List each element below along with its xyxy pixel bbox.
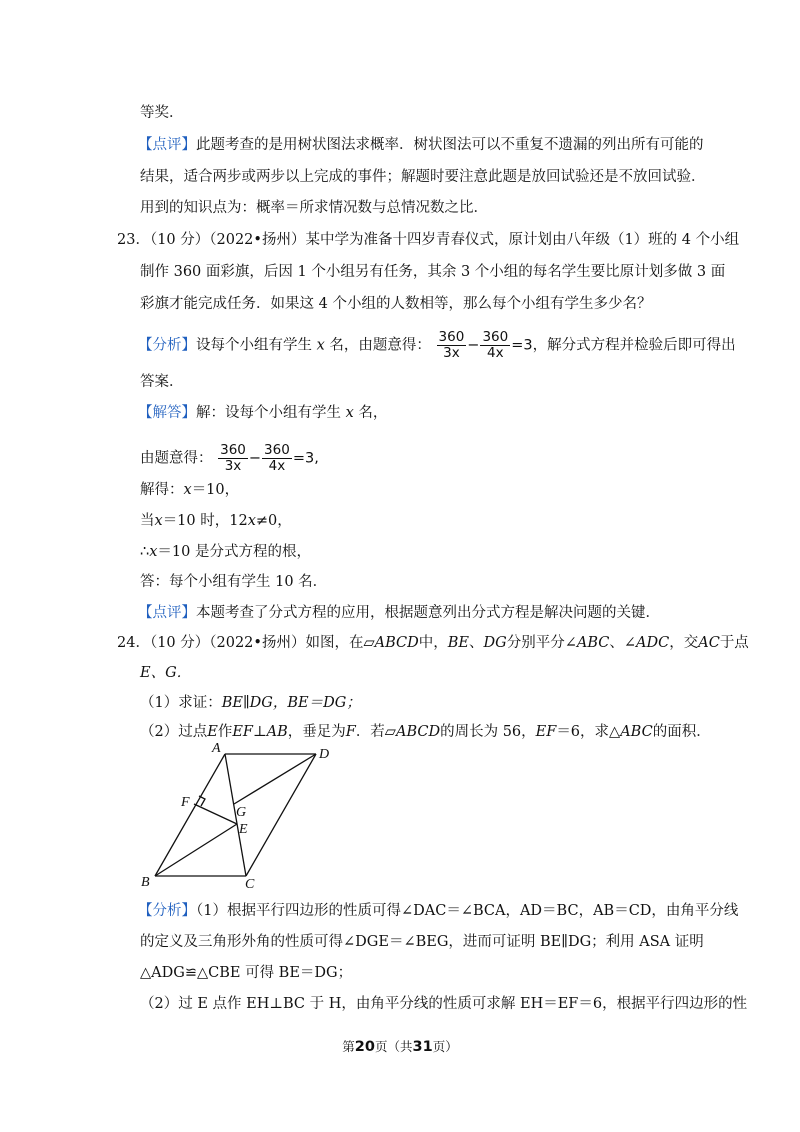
text-line: 当x＝10 时，12x≠0，: [140, 513, 292, 529]
part-2: （2）过点E作EF⊥AB，垂足为F．若▱ABCD的周长为 56，EF＝6，求△ABC的面积．: [140, 724, 711, 740]
review-tag: 【点评】: [138, 137, 196, 153]
text-line: 结果，适合两步或两步以上完成的事件；解题时要注意此题是放回试验还是不放回试验．: [140, 169, 706, 185]
review-line: 【点评】此题考查的是用树状图法求概率．树状图法可以不重复不遗漏的列出所有可能的: [138, 137, 704, 153]
fraction-equation: $\frac{360}{3x}$: [438, 329, 465, 361]
solution-23: 【解答】解：设每个小组有学生 x 名，: [138, 405, 388, 421]
text-line: 解得：x＝10，: [140, 482, 240, 498]
question-23: 23．（10 分）（2022•扬州）某中学为准备十四岁青春仪式，原计划由八年级（1）班的 4 个小组: [117, 232, 740, 248]
label-d: D: [319, 747, 330, 762]
analysis-23: 【分析】设每个小组有学生 x 名，由题意得： $\frac{360}{3x}$ − $\frac{360}{4x}$ =3，解分式方程并检验后即可得出: [138, 329, 736, 361]
part-1: （1）求证：BE∥DG，BE＝DG；: [140, 695, 361, 711]
text-line: 制作 360 面彩旗，后因 1 个小组另有任务，其余 3 个小组的每名学生要比原计划多做 3 面: [140, 264, 726, 280]
label-e: E: [239, 822, 248, 837]
text-line: △ADG≌△CBE 可得 BE＝DG；: [140, 965, 353, 981]
edge-cd: [246, 754, 316, 876]
text-line: 彩旗才能完成任务．如果这 4 个小组的人数相等，那么每个小组有学生多少名？: [140, 296, 652, 312]
analysis-tag: 【分析】: [138, 337, 196, 354]
label-a: A: [212, 741, 221, 756]
text-line: 的定义及三角形外角的性质可得∠DGE＝∠BEG，进而可证明 BE∥DG；利用 ASA 证明: [140, 934, 704, 950]
analysis-tag: 【分析】: [138, 903, 196, 919]
text-line: E、G．: [140, 665, 192, 681]
text-line: 等奖．: [140, 105, 184, 121]
text-line: （2）过 E 点作 EH⊥BC 于 H，由角平分线的性质可求解 EH＝EF＝6，根据平行四边形的性: [140, 996, 748, 1012]
label-f: F: [181, 795, 190, 810]
geometry-figure: [130, 740, 350, 890]
segment-dg: [234, 754, 316, 804]
analysis-24: 【分析】（1）根据平行四边形的性质可得∠DAC＝∠BCA，AD＝BC，AB＝CD，由角平分线: [138, 903, 739, 919]
segment-ef: [194, 804, 237, 824]
solution-tag: 【解答】: [138, 405, 196, 421]
text-line: ∴x＝10 是分式方程的根，: [140, 544, 311, 560]
label-b: B: [141, 875, 150, 890]
page-footer: 第20页（共31页）: [342, 1039, 458, 1055]
text-line: 答：每个小组有学生 10 名．: [140, 574, 328, 590]
review-23: 【点评】本题考查了分式方程的应用，根据题意列出分式方程是解决问题的关键．: [138, 605, 660, 621]
text-line: 用到的知识点为：概率＝所求情况数与总情况数之比．: [140, 200, 488, 216]
label-g: G: [236, 805, 247, 820]
text-line: 答案．: [140, 374, 184, 390]
edge-ab: [155, 754, 225, 876]
label-c: C: [245, 877, 255, 890]
review-tag: 【点评】: [138, 605, 196, 621]
equation-line: 由题意得： $\frac{360}{3x}$ − $\frac{360}{4x}$ =3,: [140, 442, 319, 474]
segment-be: [155, 824, 237, 876]
question-24: 24．（10 分）（2022•扬州）如图，在▱ABCD中，BE、DG分别平分∠ABC、∠ADC，交AC于点: [117, 635, 749, 651]
